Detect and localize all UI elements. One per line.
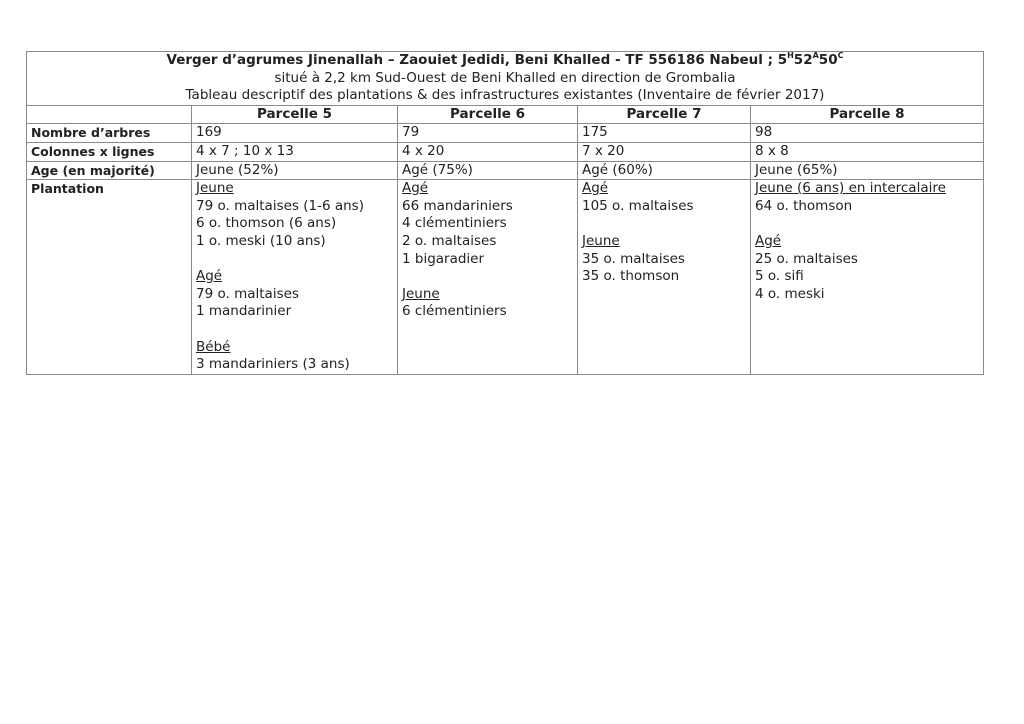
table-row-age <box>27 161 984 180</box>
table-row-plantation <box>27 180 984 375</box>
table-cell: Agé (60%) <box>578 161 751 180</box>
list-item: 5 o. sifi <box>755 268 804 285</box>
plant-group <box>582 233 746 286</box>
group-title: Agé <box>196 268 223 285</box>
plant-group <box>196 339 393 374</box>
table-cell: 4 x 20 <box>398 142 578 161</box>
table-cell: 175 <box>578 124 751 143</box>
list-item: 35 o. maltaises <box>582 250 685 267</box>
table-cell: 79 <box>398 124 578 143</box>
table-cell: 169 <box>192 124 398 143</box>
column-header-parcelle-6: Parcelle 6 <box>398 105 578 124</box>
table-cell: Jeune (52%) <box>192 161 398 180</box>
document-description: Tableau descriptif des plantations & des infrastructures existantes (Inventaire de février 2017) <box>185 87 825 104</box>
column-header-row <box>27 105 984 124</box>
corner-cell <box>27 105 192 124</box>
plant-group <box>402 286 573 321</box>
table-cell: 4 x 7 ; 10 x 13 <box>192 142 398 161</box>
group-title: Bébé <box>196 338 231 355</box>
group-title: Jeune (6 ans) en intercalaire <box>755 180 946 197</box>
list-item: 6 o. thomson (6 ans) <box>196 215 337 232</box>
list-item: 79 o. maltaises (1-6 ans) <box>196 197 364 214</box>
table-row-arbres <box>27 124 984 143</box>
table-header-row <box>27 52 984 106</box>
list-item: 35 o. thomson <box>582 268 680 285</box>
table-cell: 7 x 20 <box>578 142 751 161</box>
table-header <box>27 52 984 106</box>
table-cell: Jeune (65%) <box>751 161 984 180</box>
plantation-cell-parcelle-6 <box>398 180 578 375</box>
row-label-colonnes: Colonnes x lignes <box>27 142 192 161</box>
list-item: 64 o. thomson <box>755 197 853 214</box>
column-header-parcelle-5: Parcelle 5 <box>192 105 398 124</box>
table-row-colonnes <box>27 142 984 161</box>
group-title: Agé <box>402 180 429 197</box>
list-item: 66 mandariniers <box>402 197 513 214</box>
list-item: 4 clémentiniers <box>402 215 507 232</box>
row-label-arbres: Nombre d’arbres <box>27 124 192 143</box>
document-title: Verger d’agrumes Jinenallah – Zaouiet Jedidi, Beni Khalled - TF 556186 Nabeul ; $5^H52^A50^C$ <box>166 51 844 68</box>
group-title: Jeune <box>402 285 440 302</box>
plant-group <box>402 180 573 268</box>
list-item: 4 o. meski <box>755 285 825 302</box>
list-item: 6 clémentiniers <box>402 303 507 320</box>
list-item: 25 o. maltaises <box>755 250 858 267</box>
table-cell: 98 <box>751 124 984 143</box>
plant-group <box>196 268 393 321</box>
row-label-plantation: Plantation <box>27 180 192 375</box>
plant-group <box>755 180 979 215</box>
group-title: Agé <box>582 180 609 197</box>
list-item: 1 o. meski (10 ans) <box>196 232 326 249</box>
list-item: 1 bigaradier <box>402 250 485 267</box>
table-cell: Agé (75%) <box>398 161 578 180</box>
document-subtitle: situé à 2,2 km Sud-Ouest de Beni Khalled en direction de Grombalia <box>274 69 736 86</box>
plantation-cell-parcelle-5 <box>192 180 398 375</box>
list-item: 3 mandariniers (3 ans) <box>196 356 350 373</box>
list-item: 79 o. maltaises <box>196 285 299 302</box>
list-item: 1 mandarinier <box>196 303 292 320</box>
column-header-parcelle-8: Parcelle 8 <box>751 105 984 124</box>
plantation-cell-parcelle-8 <box>751 180 984 375</box>
list-item: 2 o. maltaises <box>402 232 497 249</box>
plant-group <box>196 180 393 250</box>
plant-group <box>582 180 746 215</box>
row-label-age: Age (en majorité) <box>27 161 192 180</box>
plantation-cell-parcelle-7 <box>578 180 751 375</box>
group-title: Agé <box>755 232 782 249</box>
plant-group <box>755 233 979 303</box>
group-title: Jeune <box>196 180 234 197</box>
inventory-table <box>26 51 984 375</box>
list-item: 105 o. maltaises <box>582 197 694 214</box>
column-header-parcelle-7: Parcelle 7 <box>578 105 751 124</box>
table-cell: 8 x 8 <box>751 142 984 161</box>
group-title: Jeune <box>582 232 620 249</box>
